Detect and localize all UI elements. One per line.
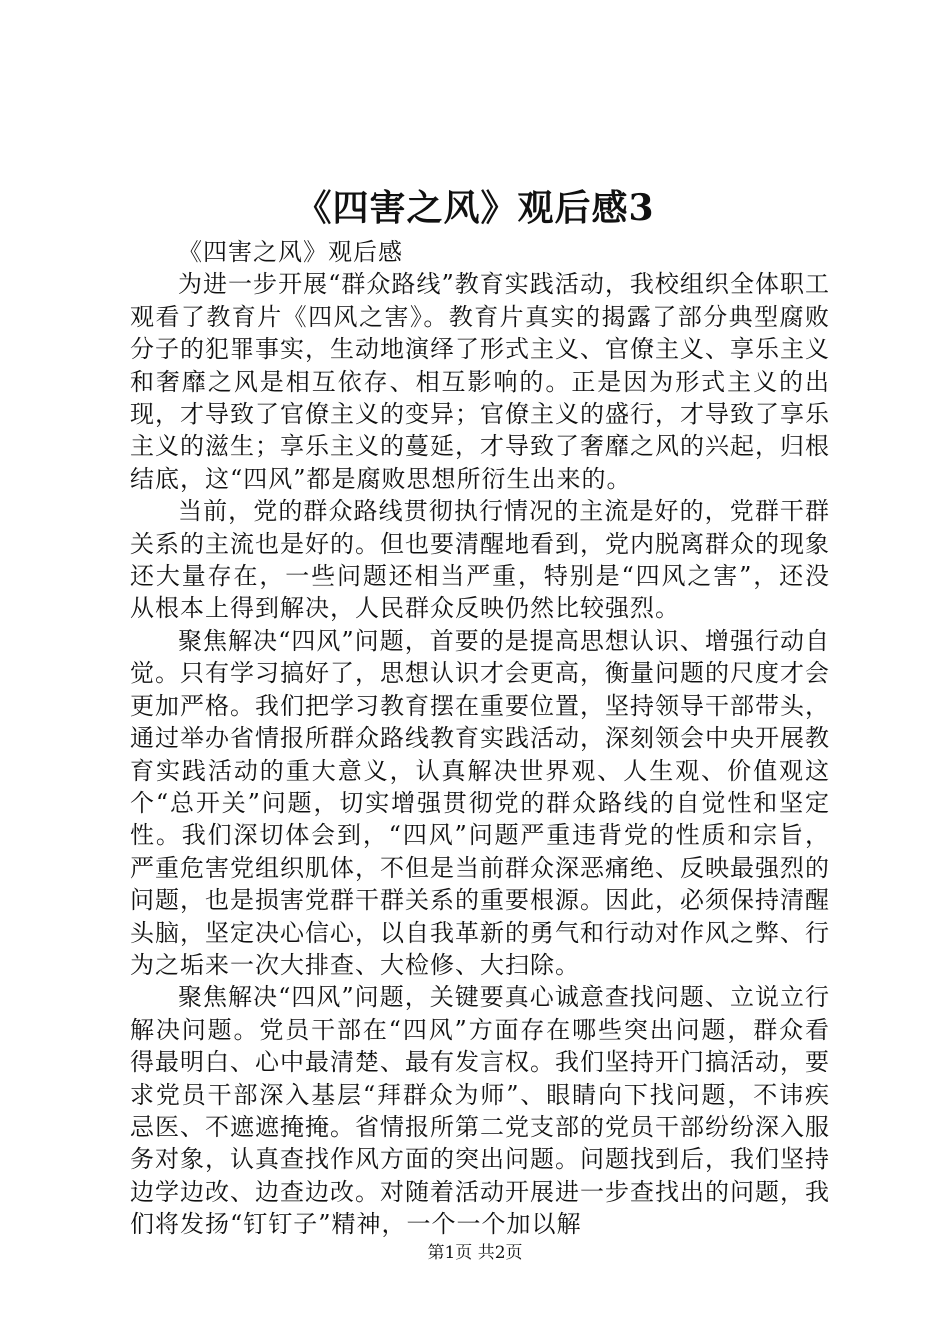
paragraph: 当前，党的群众路线贯彻执行情况的主流是好的，党群干群关系的主流也是好的。但也要清醒地看到，党内脱离群众的现象还大量存在，一些问题还相当严重，特别是“四风之害”，还没从根本上得到解决，人民群众反映仍然比较强烈。	[130, 497, 830, 623]
document-title: 《四害之风》观后感3	[295, 187, 655, 229]
paragraph-subtitle: 《四害之风》观后感	[178, 238, 403, 266]
paragraph: 为进一步开展“群众路线”教育实践活动，我校组织全体职工观看了教育片《四风之害》。教育片真实的揭露了部分典型腐败分子的犯罪事实，生动地演绎了形式主义、官僚主义、享乐主义和奢靡之风是相互依存、相互影响的。正是因为形式主义的出现，才导致了官僚主义的变异；官僚主义的盛行，才导致了享乐主义的滋生；享乐主义的蔓延，才导致了奢靡之风的兴起，归根结底，这“四风”都是腐败思想所衍生出来的。	[130, 270, 830, 493]
paragraph: 聚焦解决“四风”问题，首要的是提高思想认识、增强行动自觉。只有学习搞好了，思想认识才会更高，衡量问题的尺度才会更加严格。我们把学习教育摆在重要位置，坚持领导干部带头，通过举办省情报所群众路线教育实践活动，深刻领会中央开展教育实践活动的重大意义，认真解决世界观、人生观、价值观这个“总开关”问题，切实增强贯彻党的群众路线的自觉性和坚定性。我们深切体会到，“四风”问题严重违背党的性质和宗旨，严重危害党组织肌体，不但是当前群众深恶痛绝、反映最强烈的问题，也是损害党群干群关系的重要根源。因此，必须保持清醒头脑，坚定决心信心，以自我革新的勇气和行动对作风之弊、行为之垢来一次大排查、大检修、大扫除。	[130, 626, 830, 979]
page-number-footer: 第1页 共2页	[427, 1243, 523, 1263]
document-body	[130, 236, 830, 1241]
paragraph: 聚焦解决“四风”问题，关键要真心诚意查找问题、立说立行解决问题。党员干部在“四风”方面存在哪些突出问题，群众看得最明白、心中最清楚、最有发言权。我们坚持开门搞活动，要求党员干部深入基层“拜群众为师”、眼睛向下找问题，不讳疾忌医、不遮遮掩掩。省情报所第二党支部的党员干部纷纷深入服务对象，认真查找作风方面的突出问题。问题找到后，我们坚持边学边改、边查边改。对随着活动开展进一步查找出的问题，我们将发扬“钉钉子”精神，一个一个加以解	[130, 983, 830, 1239]
